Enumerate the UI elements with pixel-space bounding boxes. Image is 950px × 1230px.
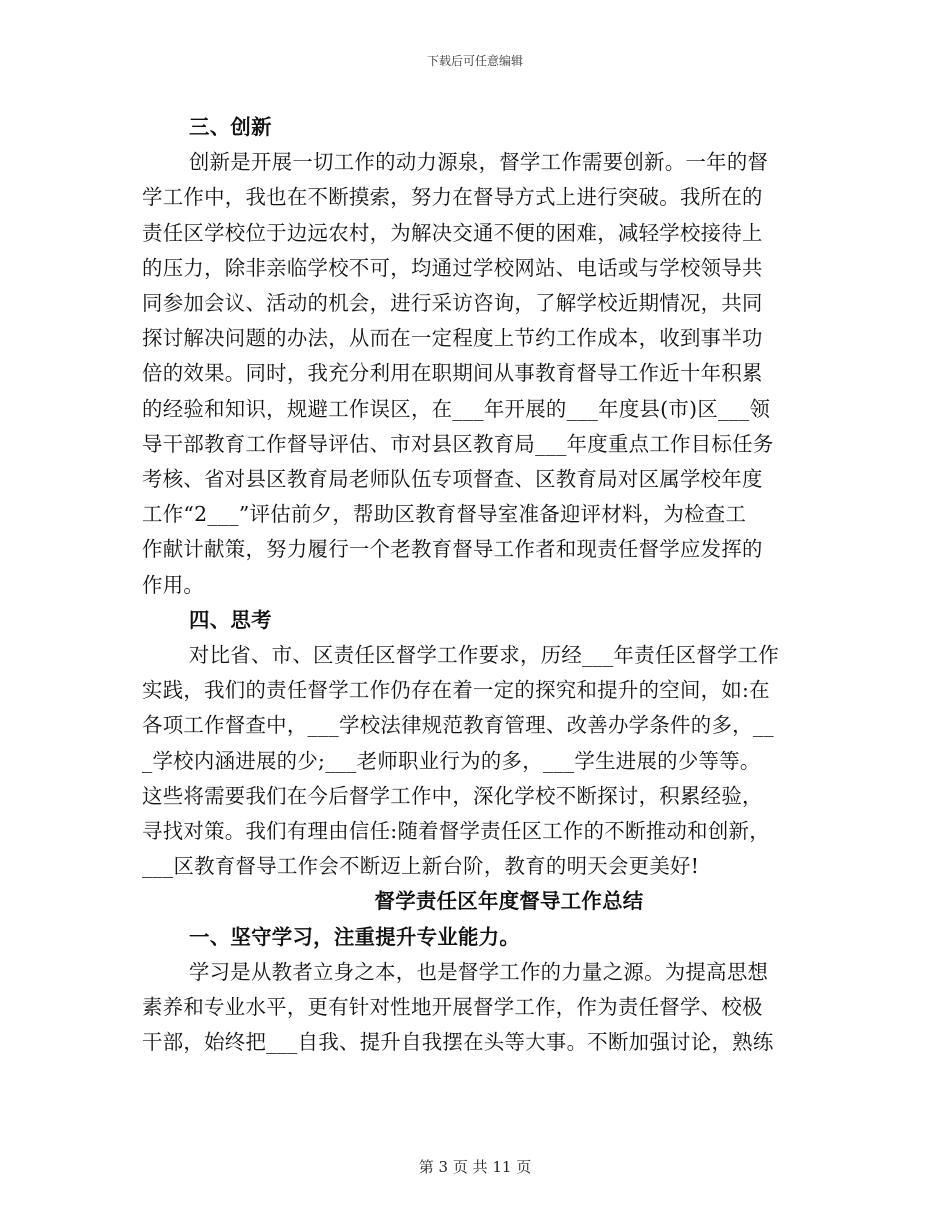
paragraph-reflection [142, 638, 806, 884]
text-line: 的经验和知识，规避工作误区，在___年开展的___年度县(市)区___领 [142, 396, 771, 421]
text-line: 对比省、市、区责任区督学工作要求，历经___年责任区督学工作 [188, 643, 780, 668]
text-line: 寻找对策。我们有理由信任:随着督学责任区工作的不断推动和创新， [142, 819, 770, 844]
text-line: 的压力，除非亲临学校不可，均通过学校网站、电话或与学校领导共 [142, 255, 763, 280]
text-line: 素养和专业水平，更有针对性地开展督学工作，作为责任督学、校极 [142, 995, 763, 1020]
text-line: 考核、省对县区教育局老师队伍专项督查、区教育局对区属学校年度 [142, 467, 763, 492]
document-title: 督学责任区年度督导工作总结 [374, 889, 644, 914]
page-header: 下载后可任意编辑 [426, 54, 523, 68]
text-line: 倍的效果。同时，我充分利用在职期间从事教育督导工作近十年积累 [142, 361, 763, 386]
paragraph-learning [142, 955, 806, 1061]
text-line: 各项工作督查中，___学校法律规范教育管理、改善办学条件的多，__ [142, 713, 774, 738]
document-body [142, 110, 806, 1060]
section-heading-reflection: 四、思考 [189, 607, 272, 632]
section-heading-learning: 一、坚守学习，注重提升专业能力。 [189, 924, 521, 949]
text-line: _学校内涵进展的少;___老师职业行为的多，___学生进展的少等等。 [142, 748, 761, 773]
text-line: 作献计献策，努力履行一个老教育督导工作者和现责任督学应发挥的 [142, 537, 763, 562]
text-line: 责任区学校位于边远农村，为解决交通不便的困难，减轻学校接待上 [142, 220, 763, 245]
paragraph-innovation [142, 145, 806, 603]
text-line: 同参加会议、活动的机会，进行采访咨询，了解学校近期情况，共同 [142, 291, 763, 315]
text-line: 工作“2___”评估前夕，帮助区教育督导室准备迎评材料，为检查工 [142, 502, 747, 527]
text-line: 学习是从教者立身之本，也是督学工作的力量之源。为提高思想 [188, 959, 769, 984]
text-line: 实践，我们的责任督学工作仍存在着一定的探究和提升的空间，如:在 [142, 678, 770, 703]
text-line: 导干部教育工作督导评估、市对县区教育局___年度重点工作目标任务 [142, 431, 774, 456]
text-line: 作用。 [142, 572, 205, 597]
text-line: 探讨解决问题的办法，从而在一定程度上节约工作成本，收到事半功 [142, 326, 763, 351]
page-footer: 第 3 页 共 11 页 [418, 1158, 532, 1176]
text-line: 这些将需要我们在今后督学工作中，深化学校不断探讨，积累经验， [142, 783, 763, 808]
text-line: 创新是开展一切工作的动力源泉，督学工作需要创新。一年的督 [188, 150, 769, 175]
text-line: 干部，始终把___自我、提升自我摆在头等大事。不断加强讨论，熟练 [142, 1030, 774, 1055]
text-line: 学工作中，我也在不断摸索，努力在督导方式上进行突破。我所在的 [142, 185, 763, 210]
text-line: ___区教育督导工作会不断迈上新台阶，教育的明天会更美好! [142, 854, 700, 879]
section-heading-innovation: 三、创新 [189, 115, 272, 139]
